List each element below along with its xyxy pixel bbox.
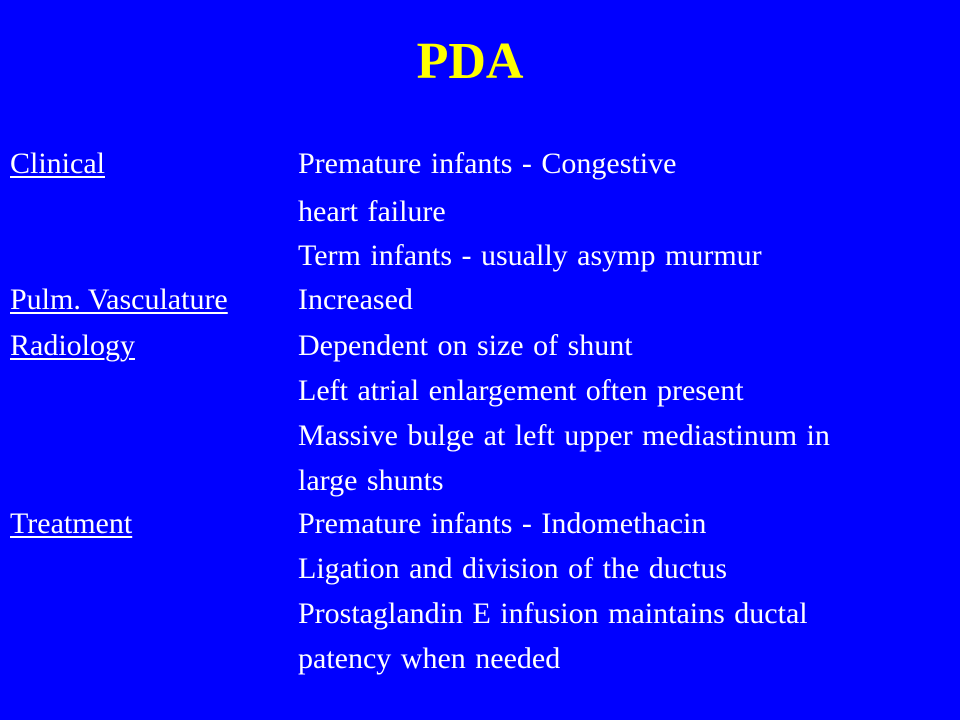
section-label-clinical: Clinical [10, 147, 105, 180]
clinical-line-3: Term infants - usually asymp murmur [298, 239, 762, 272]
clinical-line-1: Premature infants - Congestive [298, 147, 677, 180]
treatment-line-1: Premature infants - Indomethacin [298, 507, 707, 540]
radiology-line-2: Left atrial enlargement often present [298, 374, 744, 407]
clinical-line-2: heart failure [298, 195, 446, 228]
radiology-line-4: large shunts [298, 464, 444, 497]
section-label-radiology: Radiology [10, 329, 135, 362]
treatment-line-4: patency when needed [298, 642, 561, 675]
section-label-pulm-vasculature: Pulm. Vasculature [10, 283, 228, 316]
treatment-line-3: Prostaglandin E infusion maintains ductal [298, 597, 808, 630]
section-label-treatment: Treatment [10, 507, 133, 540]
radiology-line-3: Massive bulge at left upper mediastinum in [298, 419, 830, 452]
pulm-vasculature-line-1: Increased [298, 283, 413, 316]
treatment-line-2: Ligation and division of the ductus [298, 552, 728, 585]
slide-title: PDA [416, 33, 524, 90]
radiology-line-1: Dependent on size of shunt [298, 329, 633, 362]
